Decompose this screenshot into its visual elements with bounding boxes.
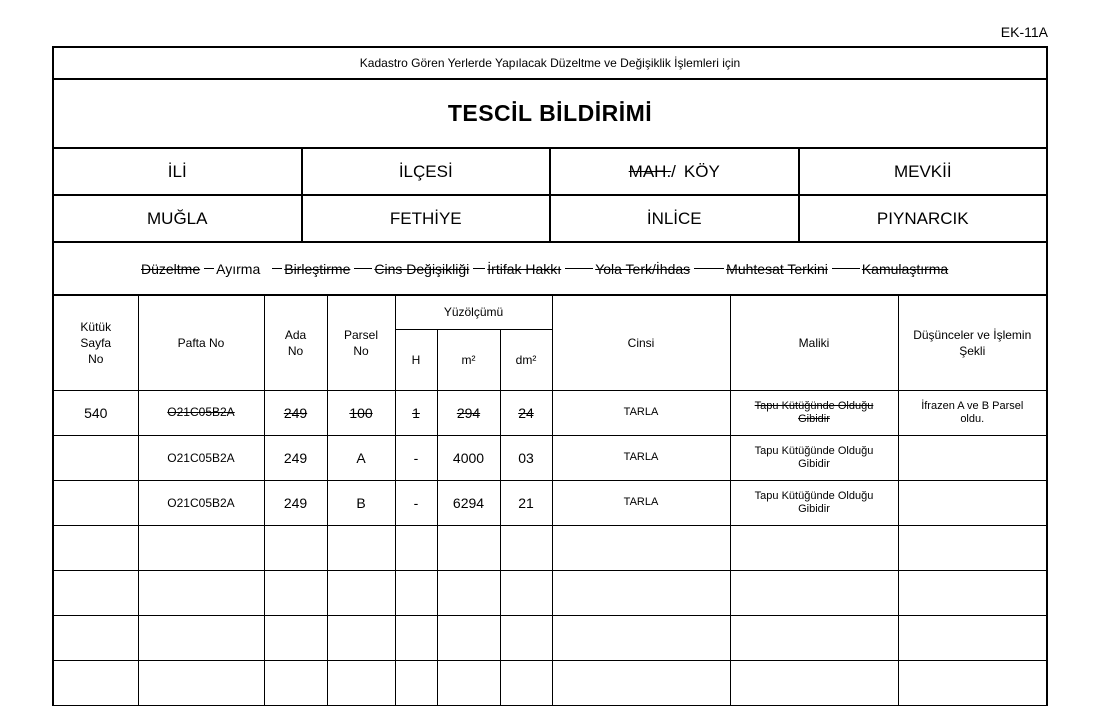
registration-form [52,46,1048,706]
op-dash [272,268,282,269]
value-ilce: FETHİYE [303,196,552,241]
header-il: İLİ [54,149,303,194]
op-dash [354,268,372,269]
op-yola-terk: Yola Terk/İhdas [595,260,691,277]
cell-dusunce: İfrazen A ve B Parsel oldu. [898,390,1046,435]
op-dash [832,268,860,269]
col-pafta-header: Pafta No [138,296,264,390]
cell-maliki: Tapu Kütüğünde Olduğu Gibidir [730,480,898,525]
header-ilce: İLÇESİ [303,149,552,194]
cell-h: 1 [395,390,437,435]
value-il: MUĞLA [54,196,303,241]
col-maliki-header: Maliki [730,296,898,390]
location-value-row [54,196,1046,243]
form-subtitle: Kadastro Gören Yerlerde Yapılacak Düzeltme ve Değişiklik İşlemleri için [54,48,1046,80]
col-m2-header: m² [437,329,500,390]
form-code-label: EK-11A [1000,24,1048,40]
form-title: TESCİL BİLDİRİMİ [54,80,1046,149]
op-dash [694,268,724,269]
value-koy: İNLİCE [551,196,800,241]
cell-ada: 249 [264,390,327,435]
cell-parsel: A [327,435,395,480]
cell-pafta: O21C05B2A [138,480,264,525]
cell-pafta: O21C05B2A [138,390,264,435]
operation-types-row [54,243,1046,296]
op-muhtesat-terkini: Muhtesat Terkini [726,260,828,277]
cell-m2: 6294 [437,480,500,525]
cell-cinsi: TARLA [552,435,730,480]
cell-h: - [395,480,437,525]
empty-row [54,525,1046,570]
cell-dm2: 24 [500,390,552,435]
header-mevki: MEVKİİ [893,161,952,181]
cell-kutuk [54,435,138,480]
op-kamulastirma: Kamulaştırma [861,260,949,277]
col-dm2-header: dm² [500,329,552,390]
cell-dusunce [898,480,1046,525]
cell-cinsi: TARLA [552,390,730,435]
header-koy: KÖY [683,161,720,181]
location-header-row [54,149,1046,196]
cell-h: - [395,435,437,480]
cell-kutuk: 540 [54,390,138,435]
header-mah-separator: / [671,161,676,181]
header-mah-koy [551,149,800,194]
empty-row [54,660,1046,705]
table-row [54,435,1046,480]
cell-parsel: 100 [327,390,395,435]
op-dash [204,268,214,269]
cell-parsel: B [327,480,395,525]
col-h-header: H [395,329,437,390]
col-kutuk-header: Kütük Sayfa No [54,296,138,390]
cell-maliki: Tapu Kütüğünde Olduğu Gibidir [730,390,898,435]
op-cins-degisikligi: Cins Değişikliği [374,260,470,277]
parcel-table [54,296,1046,706]
table-row [54,480,1046,525]
col-parsel-header: Parsel No [327,296,395,390]
cell-ada: 249 [264,435,327,480]
cell-dm2: 03 [500,435,552,480]
empty-row [54,615,1046,660]
cell-m2: 294 [437,390,500,435]
op-birlestirme: Birleştirme [284,260,351,277]
cell-cinsi: TARLA [552,480,730,525]
cell-dm2: 21 [500,480,552,525]
cell-kutuk [54,480,138,525]
col-ada-header: Ada No [264,296,327,390]
value-mevki: PIYNARCIK [876,208,969,228]
cell-dusunce [898,435,1046,480]
cell-pafta: O21C05B2A [138,435,264,480]
col-cinsi-header: Cinsi [552,296,730,390]
op-irtifak-hakki: İrtifak Hakkı [487,260,562,277]
col-yuzolcumu-header: Yüzölçümü [395,296,552,329]
cell-maliki: Tapu Kütüğünde Olduğu Gibidir [730,435,898,480]
col-dusunceler-header: Düşünceler ve İşlemin Şekli [898,296,1046,390]
header-mah-struck: MAH. [628,161,672,181]
cell-m2: 4000 [437,435,500,480]
op-duzeltme: Düzeltme [141,260,201,277]
op-ayirma: Ayırma [216,260,261,277]
op-dash [565,268,593,269]
cell-ada: 249 [264,480,327,525]
table-row [54,390,1046,435]
op-dash [473,268,485,269]
empty-row [54,570,1046,615]
